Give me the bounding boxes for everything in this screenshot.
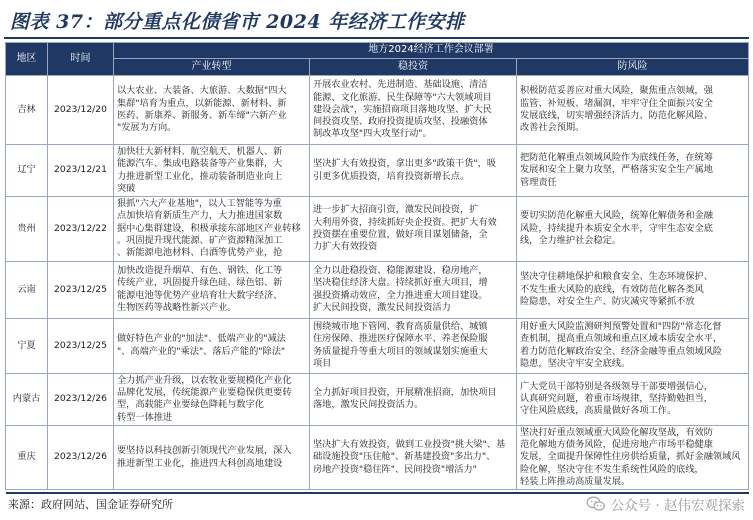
industry-text-line: 型，高载能产业要绿色降耗与数字化 — [117, 399, 264, 411]
industry-text-line: 点加快培育新质生产力，大力推进国家数 — [117, 210, 283, 222]
industry-text-line: 以大农业、大装备、大旅游、大数据"四大 — [117, 85, 287, 97]
region-cell: 云南 — [6, 261, 48, 318]
growth-cell — [310, 145, 517, 197]
industry-text-line: 力推进新型工业化，推动装备制造业向上 — [117, 170, 283, 182]
industry-text-line: 能源汽车、集成电路装备等产业集群，大 — [117, 158, 283, 170]
industry-text-line: "发展为方向。 — [117, 122, 177, 134]
header-time: 时间 — [48, 43, 114, 76]
risk-text-line: 要切实防范化解重大风险，统筹化解债务和金融 — [520, 210, 713, 222]
industry-cell — [114, 261, 310, 318]
industry-text-line: 据中心集群建设，积极承接东部地区产业转移 — [117, 222, 301, 234]
risk-text-line: 着力防范化解政治安全、经济金融等重点领域风险 — [520, 345, 723, 357]
growth-text-line: 开展农业农村、先进制造、基础设施、清洁 — [313, 79, 488, 91]
growth-text-line: 制改革攻坚"四大攻坚行动"。 — [313, 128, 432, 140]
growth-text-line: 能源、文化旅游、民生保障等"六大领域项目 — [313, 91, 492, 103]
risk-text-line: 风险，持续提升本质安全水平，守牢生态安全底 — [520, 222, 713, 234]
figure-title-bar — [4, 3, 749, 39]
date-cell: 2023/12/21 — [48, 145, 114, 197]
growth-text-line: 进一步扩大招商引资，激发民间投资，扩 — [313, 204, 479, 216]
risk-cell — [517, 318, 749, 373]
header-group: 地方2024经济工作会议部署 — [114, 43, 749, 59]
industry-text-line: 推进新型工业化，推进四大科创高地建设 — [117, 457, 283, 469]
risk-text-line: 守住风险底线，高质量做好各项工作。 — [520, 405, 677, 417]
date-cell: 2023/12/25 — [48, 318, 114, 373]
risk-text-line: 范化解地方债务风险，促进房地产市场平稳健康 — [520, 439, 713, 451]
risk-cell — [517, 76, 749, 145]
risk-text-line: 发展和安全上聚力攻坚，严格落实安全生产属地 — [520, 164, 713, 176]
table-body — [6, 76, 749, 490]
watermark-text: 公众号 · 赵伟宏观探索 — [610, 498, 745, 514]
industry-text-line: 生物医药等战略性新兴产业。 — [117, 301, 237, 313]
table-row — [6, 145, 749, 197]
table-row — [6, 261, 749, 318]
date-cell: 2023/12/20 — [48, 76, 114, 145]
region-cell: 宁夏 — [6, 318, 48, 373]
date-cell: 2023/12/22 — [48, 197, 114, 261]
growth-text-line: 引更多优质投资，培育投资新增长点。 — [313, 170, 470, 182]
source-note: 来源：政府网站、国金证券研究所 — [8, 498, 173, 511]
growth-text-line: 坚决扩大有效投资，做到工业投资"挑大梁"、基 — [313, 439, 506, 451]
date-cell: 2023/12/25 — [48, 261, 114, 318]
industry-text-line: 加快改造提升烟草、有色、钢铁、化工等 — [117, 265, 283, 277]
growth-text-line: 落地，激发民间投资活力。 — [313, 399, 424, 411]
growth-text-line: 项目 — [313, 357, 332, 369]
risk-text-line: 隐患，坚决守牢安全底线。 — [520, 357, 631, 369]
region-cell: 贵州 — [6, 197, 48, 261]
region-cell: 重庆 — [6, 425, 48, 489]
wechat-icon — [586, 496, 606, 512]
risk-cell — [517, 145, 749, 197]
economic-work-table — [5, 42, 749, 490]
industry-text-line: 突破 — [117, 182, 136, 194]
growth-cell — [310, 425, 517, 489]
growth-text-line: 强投资撬动效应，全力推进重大项目建设。 — [313, 289, 488, 301]
growth-text-line: 坚决稳住经济大盘。持续抓好重大项目，增 — [313, 277, 488, 289]
industry-text-line: 狠抓"六大产业基地"，以人工智能等为重 — [117, 198, 282, 210]
industry-text-line: 。巩固提升现代能源、矿产资源精深加工 — [117, 235, 283, 247]
risk-text-line: 坚决守住耕地保护和粮食安全、生态环境保护、 — [520, 271, 713, 283]
industry-text-line: "、高端产业的"乘法"、落后产能的"除法" — [117, 345, 286, 357]
growth-cell — [310, 76, 517, 145]
risk-text-line: 发展底线，切实增强经济活力、防范化解风险、 — [520, 110, 713, 121]
table-row — [6, 425, 749, 489]
table-row — [6, 318, 749, 373]
header-risk: 防风险 — [517, 59, 749, 76]
growth-text-line: 大利用外资，持续抓好央企投资。把扩大有效 — [313, 216, 497, 228]
risk-cell — [517, 425, 749, 489]
growth-cell — [310, 197, 517, 261]
header-industry: 产业转型 — [114, 59, 310, 76]
industry-cell — [114, 145, 310, 197]
risk-text-line: 坚决打好重点领域重大风险化解攻坚战，有效防 — [520, 426, 713, 438]
risk-text-line: 管理责任 — [520, 176, 557, 188]
risk-text-line: 不发生重大风险的底线，有效防范化解各类风 — [520, 283, 704, 295]
growth-text-line: 住房保障、推进医疗保障水平、养老保险服 — [313, 333, 488, 345]
industry-text-line: 品牌化发展，传统能源产业要稳保供更要转 — [117, 386, 292, 398]
risk-cell — [517, 261, 749, 318]
figure-footer — [6, 492, 749, 514]
industry-cell — [114, 373, 310, 425]
growth-text-line: 房地产投资"稳住阵"、民间投资"增活力" — [313, 463, 477, 475]
region-cell: 内蒙古 — [6, 373, 48, 425]
industry-text-line: 要坚持以科技创新引领现代产业发展，深入 — [117, 445, 292, 457]
industry-text-line: 传统产业，巩固提升绿色硅、绿色铝、新 — [117, 277, 283, 289]
risk-text-line: 险化解，坚决守住不发生系统性风险的底线， — [520, 463, 704, 475]
header-region: 地区 — [6, 43, 48, 76]
growth-text-line: 坚决扩大有效投资，拿出更多"政策干货"，吸 — [313, 158, 497, 170]
risk-cell — [517, 197, 749, 261]
risk-text-line: 用好重大风险监测研判预警处置和"四防"常态化督 — [520, 321, 722, 333]
industry-text-line: 加快壮大新材料、航空航天、机器人、新 — [117, 146, 283, 157]
growth-text-line: 务质量提升等重大项目的领域谋划实施重大 — [313, 345, 488, 357]
date-cell: 2023/12/26 — [48, 425, 114, 489]
industry-text-line: 、新能源电池材料、白酒等优势产业，抢 — [117, 247, 283, 259]
risk-text-line: 轻装上阵推动高质量发展。 — [520, 476, 631, 488]
growth-text-line: 扩大民间投资，激发民间投资活力 — [313, 301, 451, 313]
date-cell: 2023/12/26 — [48, 373, 114, 425]
growth-text-line: 围绕城市地下管网、教育高质量供给、城镇 — [313, 321, 488, 333]
industry-text-line: 集群"培育为重点，以新能源、新材料、新 — [117, 97, 287, 109]
region-cell: 辽宁 — [6, 145, 48, 197]
industry-text-line: 医药、新康养、新服务、新车缔"六新产业 — [117, 110, 287, 121]
growth-text-line: 间投资攻坚、政府投资提质攻坚、投融资体 — [313, 116, 488, 128]
risk-text-line: 把防范化解重点领域风险作为底线任务，在统筹 — [520, 152, 713, 164]
growth-text-line: 全力以赴稳投资、稳能源建设、稳房地产， — [313, 265, 488, 277]
industry-text-line: 转型一体推进 — [117, 411, 173, 423]
watermark — [586, 494, 749, 514]
risk-text-line: 线，全力维护社会稳定。 — [520, 235, 622, 247]
risk-cell — [517, 373, 749, 425]
risk-text-line: 监管、补短板、堵漏洞，牢牢守住全面振兴安全 — [520, 97, 713, 109]
growth-text-line: 投资摆在重要位置，做好项目谋划储备，全 — [313, 228, 488, 240]
industry-cell — [114, 76, 310, 145]
industry-text-line: 能源电池等优势产业培育壮大数字经济、 — [117, 289, 283, 301]
header-growth: 稳投资 — [310, 59, 517, 76]
growth-cell — [310, 261, 517, 318]
industry-text-line: 做好特色产业的"加法"、低端产业的"减法 — [117, 333, 286, 345]
region-cell: 吉林 — [6, 76, 48, 145]
risk-text-line: 认真研究问题，着重市场规律，坚持勤勉担当， — [520, 393, 713, 405]
risk-text-line: 发展，全面提升保障性住房供给质量，抓好金融领域风 — [520, 451, 741, 463]
growth-text-line: 力扩大有效投资 — [313, 241, 378, 253]
risk-text-line: 积极防范妥善应对重大风险，聚焦重点领域，强 — [520, 85, 713, 97]
industry-cell — [114, 425, 310, 489]
figure-title: 图表 37：部分重点化债省市 2024 年经济工作安排 — [10, 10, 465, 33]
growth-cell — [310, 318, 517, 373]
table-row — [6, 373, 749, 425]
risk-text-line: 险隐患，对安全生产、防灾减灾等紧抓不放 — [520, 295, 695, 307]
growth-text-line: 建设会战"，实施招商项目落地攻坚、扩大民 — [313, 103, 492, 115]
industry-cell — [114, 318, 310, 373]
growth-text-line: 础设施投资"压住舱"、新基建投资"多出力"、 — [313, 451, 496, 463]
table-row — [6, 76, 749, 145]
industry-cell — [114, 197, 310, 261]
table-row — [6, 197, 749, 261]
risk-text-line: 改善社会预期。 — [520, 122, 585, 134]
industry-text-line: 全力抓产业升级，以农牧业要规模化产业化 — [117, 374, 292, 386]
growth-text-line: 全力抓好项目投资，开展精准招商，加快项目 — [313, 386, 497, 398]
growth-cell — [310, 373, 517, 425]
risk-text-line: 广大党员干部特别是各级领导干部要增强信心， — [520, 380, 713, 392]
risk-text-line: 查机制，提高重点领域和重点区域本质安全水平， — [520, 333, 723, 345]
